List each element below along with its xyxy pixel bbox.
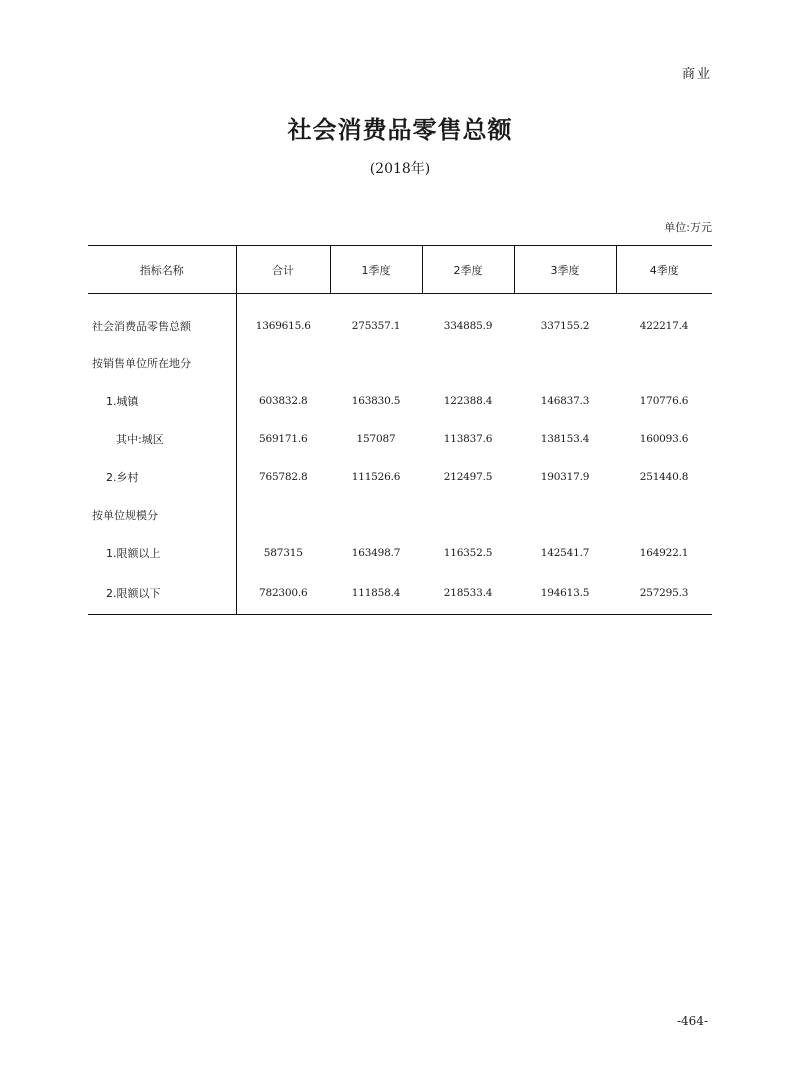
table-row [88,572,712,615]
cell-q3 [514,344,616,382]
cell-q2: 212497.5 [443,471,493,483]
cell-total: 569171.6 [258,433,308,445]
cell-q2: 122388.4 [443,395,493,407]
page-subtitle: (2018年) [369,161,431,177]
table-row [88,496,712,534]
cell-q2 [422,496,514,534]
cell-q4: 170776.6 [639,395,689,407]
unit-label: 单位:万元 [664,221,712,234]
cell-q3: 146837.3 [540,395,590,407]
cell-q1: 111526.6 [351,471,401,483]
cell-q4: 257295.3 [616,572,712,615]
table-row [88,382,712,420]
cell-q3: 142541.7 [540,547,590,559]
cell-q2: 116352.5 [443,547,493,559]
column-header-indicator: 指标名称 [88,246,236,294]
row-name: 社会消费品零售总额 [88,294,236,345]
cell-q4: 164922.1 [639,547,689,559]
cell-q1 [330,344,422,382]
cell-q3: 337155.2 [540,320,590,332]
table-row [88,344,712,382]
cell-total: 765782.8 [258,471,308,483]
table-row [88,534,712,572]
table-row [88,294,712,345]
column-header-total: 合计 [236,246,330,294]
cell-q3: 194613.5 [514,572,616,615]
cell-q1: 163498.7 [351,547,401,559]
table-row [88,458,712,496]
cell-q3: 190317.9 [540,471,590,483]
data-table [88,245,712,615]
row-name: 1.城镇 [88,382,236,420]
column-header-q3: 3季度 [514,246,616,294]
cell-total: 782300.6 [236,572,330,615]
table-header-row [88,246,712,294]
cell-q1 [330,496,422,534]
column-header-q2: 2季度 [422,246,514,294]
cell-q2: 218533.4 [422,572,514,615]
column-header-q4: 4季度 [616,246,712,294]
row-name: 2.限额以下 [88,572,236,615]
page-title: 社会消费品零售总额 [287,116,513,144]
cell-q1: 157087 [356,433,396,445]
row-name: 2.乡村 [88,458,236,496]
data-table-container [88,245,712,615]
column-header-q1: 1季度 [330,246,422,294]
page-number: -464- [676,1014,708,1028]
cell-q4: 251440.8 [639,471,689,483]
cell-q2: 113837.6 [443,433,493,445]
row-name: 按销售单位所在地分 [88,344,236,382]
section-label: 商业 [681,67,712,82]
cell-q1: 275357.1 [351,320,401,332]
cell-total [236,496,330,534]
cell-q2 [422,344,514,382]
cell-total: 587315 [263,547,303,559]
cell-total [236,344,330,382]
table-row [88,420,712,458]
row-name: 1.限额以上 [88,534,236,572]
row-name: 按单位规模分 [88,496,236,534]
cell-q4 [616,496,712,534]
cell-q4: 160093.6 [639,433,689,445]
cell-q2: 334885.9 [443,320,493,332]
cell-q3 [514,496,616,534]
cell-q4 [616,344,712,382]
cell-total: 603832.8 [258,395,308,407]
cell-total: 1369615.6 [255,320,311,332]
cell-q1: 163830.5 [351,395,401,407]
cell-q4: 422217.4 [639,320,689,332]
cell-q3: 138153.4 [540,433,590,445]
row-name: 其中:城区 [88,420,236,458]
cell-q1: 111858.4 [330,572,422,615]
